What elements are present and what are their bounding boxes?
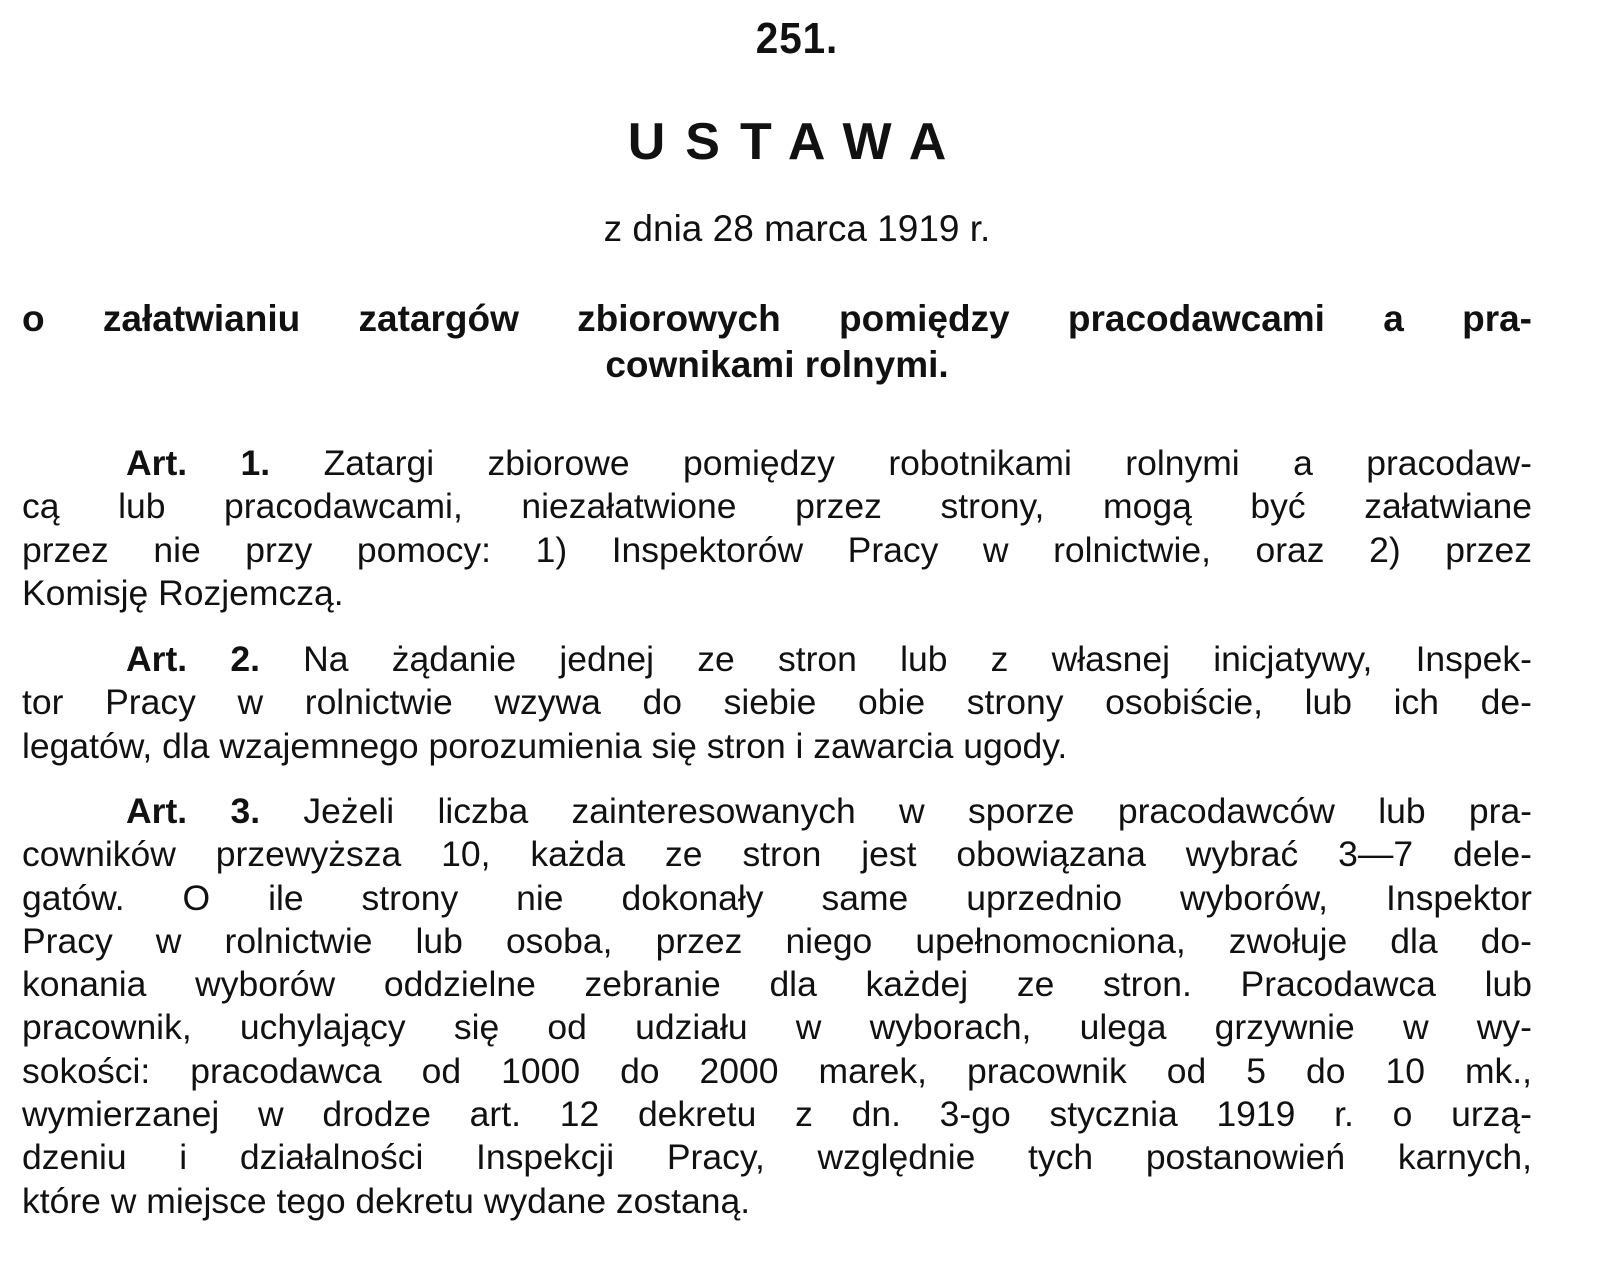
document-page — [22, 0, 1532, 1271]
article-text: Zatargi zbiorowe pomiędzy robotnikami rolnymi a pracodaw- — [323, 443, 1532, 483]
article-line: pracownik, uchylający się od udziału w wyborach, ulega grzywnie w wy- — [22, 1007, 1532, 1048]
article-line: tor Pracy w rolnictwie wzywa do siebie obie strony osobiście, lub ich de- — [22, 682, 1532, 723]
article-2 — [22, 638, 1532, 768]
act-date: z dnia 28 marca 1919 r. — [603, 208, 991, 249]
article-text: Na żądanie jednej ze stron lub z własnej inicjatywy, Inspek- — [303, 639, 1532, 679]
article-line: legatów, dla wzajemnego porozumienia się stron i zawarcia ugody. — [22, 725, 1068, 766]
article-text: Jeżeli liczba zainteresowanych w sporze pracodawców lub pra- — [303, 791, 1533, 831]
article-line: przez nie przy pomocy: 1) Inspektorów Pracy w rolnictwie, oraz 2) przez — [22, 529, 1532, 570]
article-label: Art. 1. — [126, 443, 271, 483]
article-line: Pracy w rolnictwie lub osoba, przez niego upełnomocniona, zwołuje dla do- — [22, 920, 1532, 961]
article-line: gatów. O ile strony nie dokonały same uprzednio wyborów, Inspektor — [22, 877, 1532, 918]
act-subject — [22, 296, 1532, 388]
article-label: Art. 2. — [126, 639, 260, 679]
article-line: cą lub pracodawcami, niezałatwione przez strony, mogą być załatwiane — [22, 486, 1532, 527]
article-1 — [22, 442, 1532, 615]
article-line — [22, 442, 1532, 485]
act-subject-line: o załatwianiu zatargów zbiorowych pomiędzy pracodawcami a pra- — [22, 298, 1532, 339]
act-number: 251. — [755, 14, 839, 63]
article-line — [22, 790, 1532, 833]
article-line: cowników przewyższa 10, każda ze stron jest obowiązana wybrać 3—7 dele- — [22, 834, 1532, 875]
article-line: wymierzanej w drodze art. 12 dekretu z dn. 3-go stycznia 1919 r. o urzą- — [22, 1094, 1532, 1135]
article-3 — [22, 790, 1532, 1223]
article-line: sokości: pracodawca od 1000 do 2000 marek, pracownik od 5 do 10 mk., — [22, 1050, 1532, 1091]
act-title: USTAWA — [627, 113, 967, 171]
article-line: które w miejsce tego dekretu wydane zostaną. — [22, 1180, 751, 1221]
article-line: Komisję Rozjemczą. — [22, 572, 344, 613]
article-label: Art. 3. — [126, 791, 261, 831]
act-subject-line: cownikami rolnymi. — [605, 344, 949, 385]
article-line: dzeniu i działalności Inspekcji Pracy, względnie tych postanowień karnych, — [22, 1137, 1532, 1178]
article-line — [22, 638, 1532, 681]
article-line: konania wyborów oddzielne zebranie dla każdej ze stron. Pracodawca lub — [22, 964, 1532, 1005]
